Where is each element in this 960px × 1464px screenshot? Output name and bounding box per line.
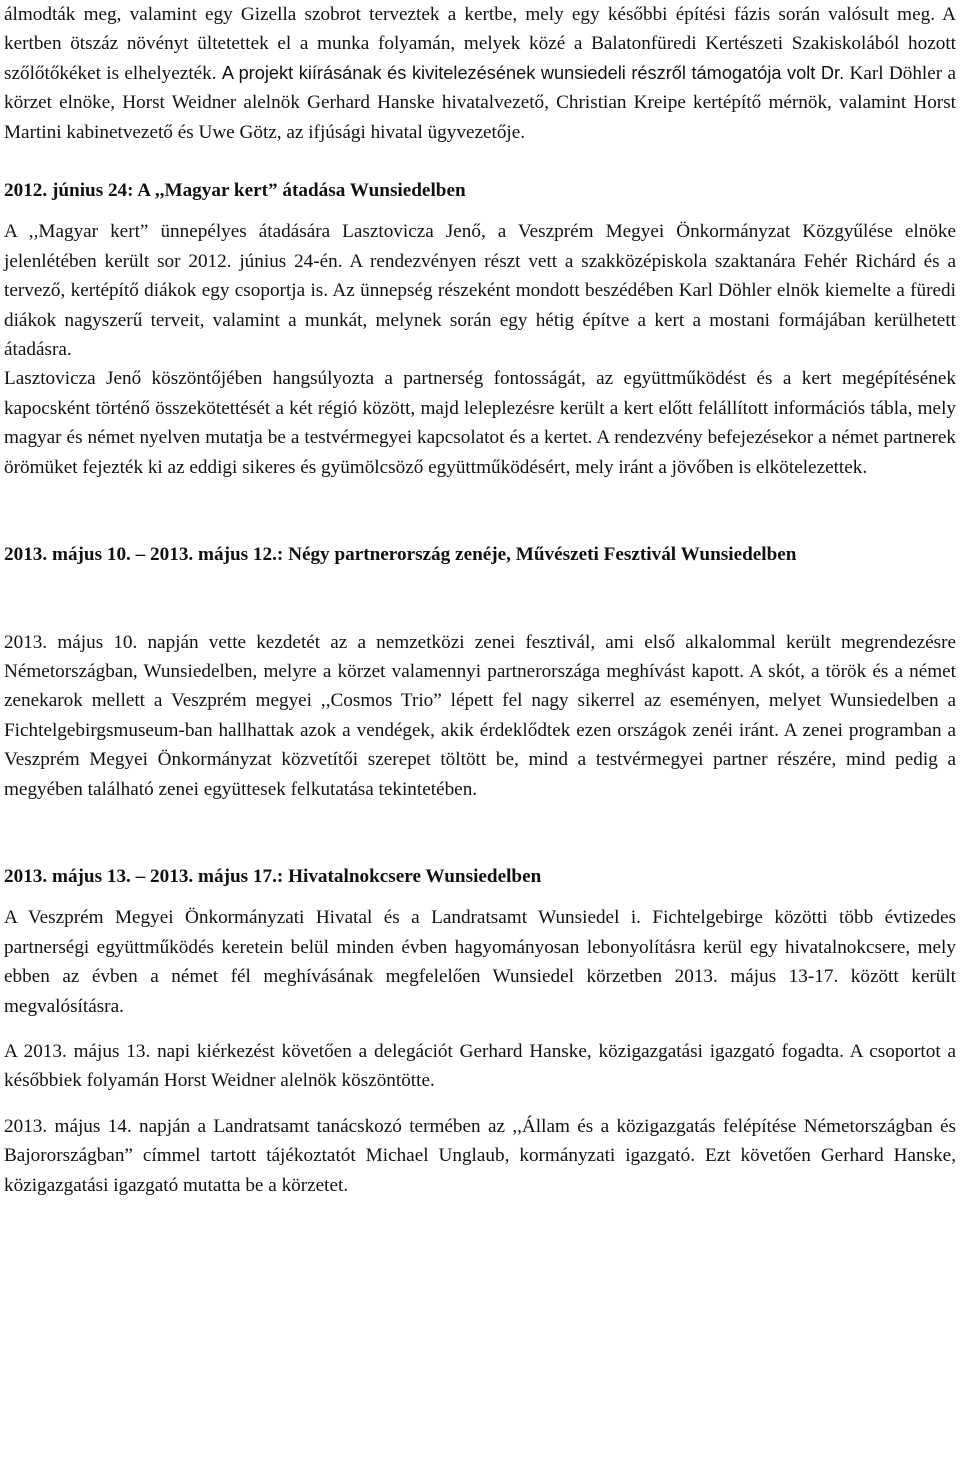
section-2013-exchange-text-a: A Veszprém Megyei Önkormányzati Hivatal és a Landratsamt Wunsiedel i. (4, 907, 641, 929)
section-2013-exchange-heading: 2013. május 13. – 2013. május 17.: Hivatalnokcsere Wunsiedelben (4, 865, 542, 887)
intro-text-a: álmodták meg, valamint egy Gizella szobrot terveztek a kertbe, mely egy későbbi építési fázis során valósult meg. A kertben ötszáz növényt ültetettek el a munka folyamán, melyek közé a Balatonfüredi Kertészeti Szakiskolából hozott szőlőtőkéket is elhelyezték. (4, 4, 956, 84)
section-2013-festival-paragraph: 2013. május 10. napján vette kezdetét az a nemzetközi zenei fesztivál, ami első alkalommal került megrendezésre Németországban, Wunsiedelben, melyre a körzet valamennyi partnerországa meghívást kapott. A skót, a török és a német zenekarok mellett a Veszprém megyei ,,Cosmos Trio” lépett fel nagy sikerrel az eseményen, melyet Wunsiedelben a Fichtelgebirgsmuseum-ban hallhattak azok a vendégek, akik érdeklődtek ezen országok zenéi iránt. A zenei programban a Veszprém Megyei Önkormányzat közvetítői szerepet töltött be, mind a testvérmegyei partner részére, mind pedig a megyében található zenei együttesek felkutatása tekintetében. (4, 631, 956, 800)
section-2012-paragraph-2: Lasztovicza Jenő köszöntőjében hangsúlyozta a partnerség fontosságát, az együttműködést és a kert megépítésének kapocsként történő összekötettését a két régió között, majd leleplezésre került a kert előtt felállított információs tábla, mely magyar és német nyelven mutatja be a testvérmegyei kapcsolatot és a kertet. A rendezvény befejezésekor a német partnerek örömüket fejezték ki az eddigi sikeres és gyümölcsöző együttműködésért, mely iránt a jövőben is elkötelezettek. (4, 368, 956, 478)
section-2012-text-b: A rendezvényen részt vett a szakközépiskola szaktanára Fehér Richárd és a tervező, kertépítő diákok egy csoportja is. (4, 250, 956, 302)
section-2012-paragraph-1 (4, 217, 956, 364)
section-2012-text-a: A ,,Magyar kert” ünnepélyes átadására Lasztovicza Jenő, a Veszprém Megyei Önkormányzat Közgyűlése elnöke jelenlétében került sor 2012. június 24-én. (4, 221, 956, 272)
intro-paragraph (4, 0, 956, 147)
intro-text-b: A projekt kiírásának és kivitelezésének wunsiedeli részről támogatója volt Dr. (221, 62, 845, 83)
section-2013-festival-heading: 2013. május 10. – 2013. május 12.: Négy partnerország zenéje, Művészeti Fesztivál Wunsiedelben (4, 544, 797, 566)
section-2012-heading: 2012. június 24: A ,,Magyar kert” átadása Wunsiedelben (4, 180, 466, 202)
section-2012-text-c: Az ünnepség részeként mondott beszédében Karl Döhler elnök kiemelte a füredi diákok nagyszerű terveit, valamint a munkát, melynek során egy hétig építve a kert a mostani formájában kerülhetett átadásra. (4, 280, 956, 361)
section-2013-exchange-paragraph-1 (4, 903, 956, 1021)
intro-text-c: Karl Döhler a körzet elnöke, Horst Weidner alelnök Gerhard Hanske hivatalvezető, Christian Kreipe kertépítő mérnök, valamint Horst Martini kabinetvezető és Uwe Götz, az ifjúsági hivatal ügyvezetője. (4, 62, 956, 143)
section-2013-exchange-paragraph-3: 2013. május 14. napján a Landratsamt tanácskozó termében az ,,Állam és a közigazgatás felépítése Németországban és Bajorországban” címmel tartott tájékoztatót Michael Unglaub, kormányzati igazgató. Ezt követően Gerhard Hanske, közigazgatási igazgató mutatta be a körzetet. (4, 1115, 956, 1196)
section-2013-exchange-paragraph-2: A 2013. május 13. napi kiérkezést követően a delegációt Gerhard Hanske, közigazgatási igazgató fogadta. A csoportot a későbbiek folyamán Horst Weidner alelnök köszöntötte. (4, 1040, 956, 1092)
section-2013-exchange-text-b: Fichtelgebirge közötti több évtizedes partnerségi együttműködés keretein belül minden évben hagyományosan lebonyolításra kerül egy hivatalnokcsere, mely ebben az évben a német fél meghívásának megfelelően Wunsiedel körzetben 2013. május 13-17. között került megvalósításra. (4, 907, 956, 1017)
